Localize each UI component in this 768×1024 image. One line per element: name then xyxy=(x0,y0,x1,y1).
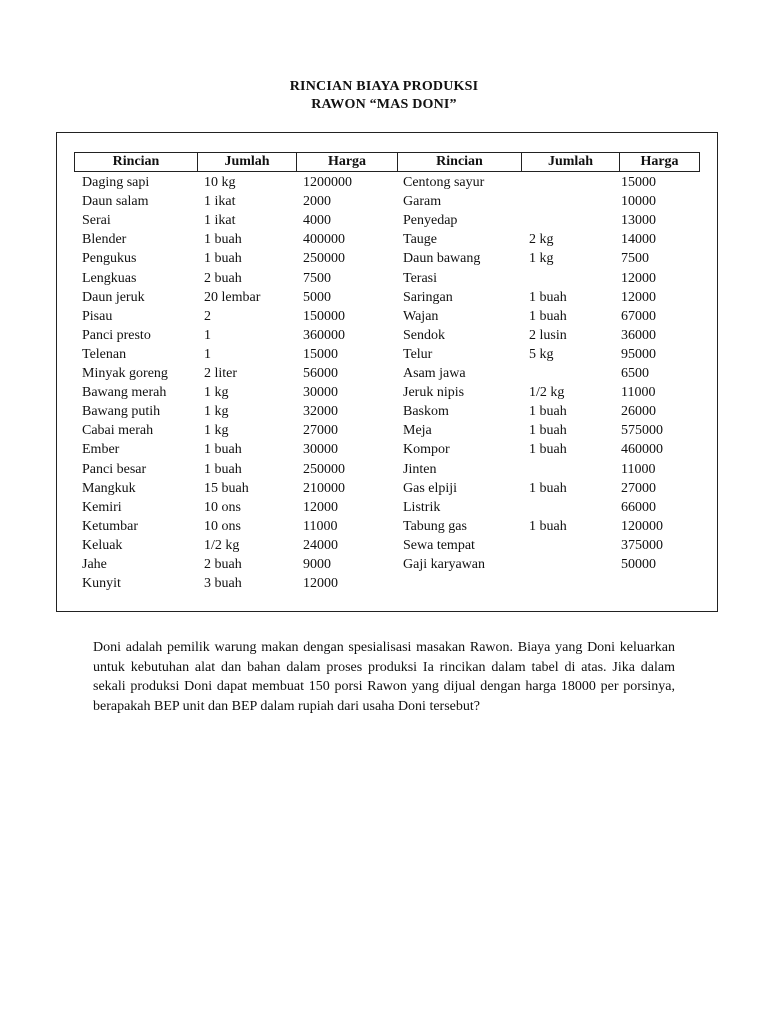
item-name: Daun bawang xyxy=(403,251,481,267)
item-quantity: 10 kg xyxy=(204,175,236,190)
header-rincian-left: Rincian xyxy=(112,154,160,169)
item-price: 375000 xyxy=(621,537,663,553)
item-name: Kompor xyxy=(403,442,450,458)
item-price: 4000 xyxy=(303,213,331,229)
item-name: Terasi xyxy=(403,270,438,286)
item-quantity: 2 liter xyxy=(204,366,238,381)
item-price: 26000 xyxy=(621,404,656,420)
item-name: Cabai merah xyxy=(82,423,154,439)
item-quantity: 1 buah xyxy=(204,442,242,458)
question-paragraph: Doni adalah pemilik warung makan dengan spesialisasi masakan Rawon. Biaya yang Doni keluarkan untuk kebutuhan alat dan bahan dalam proses produksi Ia rincikan dalam tabel di atas. Jika dalam sekali produksi Doni dapat membuat 150 porsi Rawon yang dijual dengan harga 18000 per porsinya, berapakah BEP unit dan BEP dalam rupiah dari usaha Doni tersebut? xyxy=(93,640,675,714)
header-harga-left: Harga xyxy=(327,154,367,169)
item-price: 27000 xyxy=(621,480,656,496)
item-name: Baskom xyxy=(403,404,449,420)
item-price: 24000 xyxy=(303,537,338,553)
item-quantity: 1/2 kg xyxy=(529,385,565,401)
table-row xyxy=(0,230,768,249)
item-price: 5000 xyxy=(303,289,331,305)
item-price: 10000 xyxy=(621,194,656,210)
item-price: 56000 xyxy=(303,366,338,381)
item-price: 360000 xyxy=(303,327,345,343)
item-quantity: 1 buah xyxy=(204,461,242,477)
item-price: 12000 xyxy=(303,499,338,515)
item-name: Gas elpiji xyxy=(403,480,458,496)
item-price: 575000 xyxy=(621,423,663,439)
table-row xyxy=(0,211,768,230)
item-name: Listrik xyxy=(403,499,441,515)
item-price: 12000 xyxy=(621,289,656,305)
item-name: Daun salam xyxy=(82,194,149,210)
item-name: Saringan xyxy=(403,289,453,305)
header-harga-right: Harga xyxy=(640,154,679,169)
item-name: Daun jeruk xyxy=(82,289,145,305)
item-name: Kemiri xyxy=(82,499,122,515)
table-row xyxy=(0,555,768,574)
table-row xyxy=(0,288,768,307)
item-name: Meja xyxy=(403,423,432,439)
item-name: Daging sapi xyxy=(82,175,150,190)
item-quantity: 1 ikat xyxy=(204,194,236,210)
item-name: Telenan xyxy=(82,346,127,362)
table-row xyxy=(0,345,768,364)
table-row xyxy=(0,269,768,288)
table-row xyxy=(0,192,768,211)
item-name: Mangkuk xyxy=(82,480,136,496)
item-price: 12000 xyxy=(303,576,338,592)
item-price: 460000 xyxy=(621,442,663,458)
item-name: Jeruk nipis xyxy=(403,385,465,401)
table-row xyxy=(0,536,768,555)
table-row xyxy=(0,173,768,192)
item-price: 1200000 xyxy=(303,175,352,190)
item-quantity: 1 buah xyxy=(204,251,242,267)
item-price: 11000 xyxy=(303,518,338,534)
item-price: 27000 xyxy=(303,423,338,439)
table-row xyxy=(0,440,768,459)
item-price: 67000 xyxy=(621,308,656,324)
item-price: 120000 xyxy=(621,518,663,534)
item-name: Garam xyxy=(403,194,442,210)
item-name: Minyak goreng xyxy=(82,366,168,381)
item-price: 150000 xyxy=(303,308,345,324)
item-price: 7500 xyxy=(621,251,649,267)
item-quantity: 1 buah xyxy=(529,289,567,305)
table-row xyxy=(0,364,768,383)
item-price: 14000 xyxy=(621,232,656,248)
item-quantity: 3 buah xyxy=(204,576,242,592)
item-name: Jinten xyxy=(403,461,437,477)
item-quantity: 1 xyxy=(204,346,211,362)
item-name: Serai xyxy=(82,213,111,229)
item-quantity: 1 buah xyxy=(529,423,567,439)
item-name: Ember xyxy=(82,442,120,458)
item-name: Keluak xyxy=(82,537,123,553)
table-row xyxy=(0,421,768,440)
item-name: Panci besar xyxy=(82,461,147,477)
table-row xyxy=(0,383,768,402)
item-price: 95000 xyxy=(621,346,656,362)
header-jumlah-right: Jumlah xyxy=(547,154,594,169)
item-quantity: 2 buah xyxy=(204,270,242,286)
item-quantity: 1 buah xyxy=(529,480,567,496)
item-quantity: 1 buah xyxy=(529,404,567,420)
table-row xyxy=(0,326,768,345)
item-quantity: 2 xyxy=(204,308,211,324)
item-name: Bawang putih xyxy=(82,404,161,420)
item-quantity: 10 ons xyxy=(204,518,241,534)
table-row xyxy=(0,460,768,479)
item-quantity: 1 kg xyxy=(204,423,229,439)
item-name: Pengukus xyxy=(82,251,137,267)
item-quantity: 1 buah xyxy=(529,518,567,534)
header-jumlah-left: Jumlah xyxy=(224,154,270,169)
item-price: 9000 xyxy=(303,557,331,572)
item-quantity: 1 kg xyxy=(204,404,229,420)
item-name: Kunyit xyxy=(82,576,121,592)
item-quantity: 15 buah xyxy=(204,480,249,496)
table-row xyxy=(0,402,768,421)
item-name: Telur xyxy=(403,346,433,362)
item-price: 36000 xyxy=(621,327,656,343)
item-quantity: 10 ons xyxy=(204,499,241,515)
item-price: 11000 xyxy=(621,385,656,401)
item-price: 50000 xyxy=(621,557,656,572)
item-quantity: 1 ikat xyxy=(204,213,236,229)
item-price: 11000 xyxy=(621,461,656,477)
item-price: 2000 xyxy=(303,194,331,210)
table-row xyxy=(0,479,768,498)
item-name: Tabung gas xyxy=(403,518,467,534)
item-quantity: 20 lembar xyxy=(204,289,261,305)
item-name: Blender xyxy=(82,232,127,248)
table-header xyxy=(74,152,700,172)
item-name: Penyedap xyxy=(403,213,458,229)
table-row xyxy=(0,249,768,268)
item-quantity: 1/2 kg xyxy=(204,537,240,553)
item-quantity: 5 kg xyxy=(529,346,554,362)
document-title: RINCIAN BIAYA PRODUKSI xyxy=(289,79,479,94)
table-row xyxy=(0,517,768,536)
item-name: Centong sayur xyxy=(403,175,485,190)
item-quantity: 1 kg xyxy=(529,251,554,267)
item-name: Ketumbar xyxy=(82,518,138,534)
item-price: 66000 xyxy=(621,499,656,515)
item-quantity: 2 lusin xyxy=(529,327,567,343)
item-price: 30000 xyxy=(303,385,338,401)
item-name: Wajan xyxy=(403,308,439,324)
item-quantity: 1 buah xyxy=(529,442,567,458)
item-price: 30000 xyxy=(303,442,338,458)
item-name: Panci presto xyxy=(82,327,151,343)
item-price: 250000 xyxy=(303,251,345,267)
table-row xyxy=(0,498,768,517)
item-price: 15000 xyxy=(621,175,656,190)
item-quantity: 1 kg xyxy=(204,385,229,401)
item-name: Bawang merah xyxy=(82,385,167,401)
item-quantity: 1 xyxy=(204,327,211,343)
item-price: 32000 xyxy=(303,404,338,420)
item-price: 250000 xyxy=(303,461,345,477)
item-price: 12000 xyxy=(621,270,656,286)
item-name: Sewa tempat xyxy=(403,537,475,553)
item-name: Lengkuas xyxy=(82,270,137,286)
item-quantity: 1 buah xyxy=(204,232,242,248)
item-name: Sendok xyxy=(403,327,445,343)
item-name: Jahe xyxy=(82,557,107,572)
item-name: Pisau xyxy=(82,308,113,324)
item-price: 210000 xyxy=(303,480,345,496)
item-price: 7500 xyxy=(303,270,331,286)
document-subtitle: RAWON “MAS DONI” xyxy=(311,97,457,112)
item-name: Asam jawa xyxy=(403,366,466,381)
item-price: 6500 xyxy=(621,366,649,381)
item-quantity: 2 kg xyxy=(529,232,554,248)
item-name: Tauge xyxy=(403,232,438,248)
item-name: Gaji karyawan xyxy=(403,557,486,572)
table-row xyxy=(0,307,768,326)
item-price: 13000 xyxy=(621,213,656,229)
item-quantity: 2 buah xyxy=(204,557,242,572)
item-price: 400000 xyxy=(303,232,345,248)
table-row xyxy=(0,574,768,593)
header-rincian-right: Rincian xyxy=(436,154,483,169)
item-quantity: 1 buah xyxy=(529,308,567,324)
item-price: 15000 xyxy=(303,346,338,362)
